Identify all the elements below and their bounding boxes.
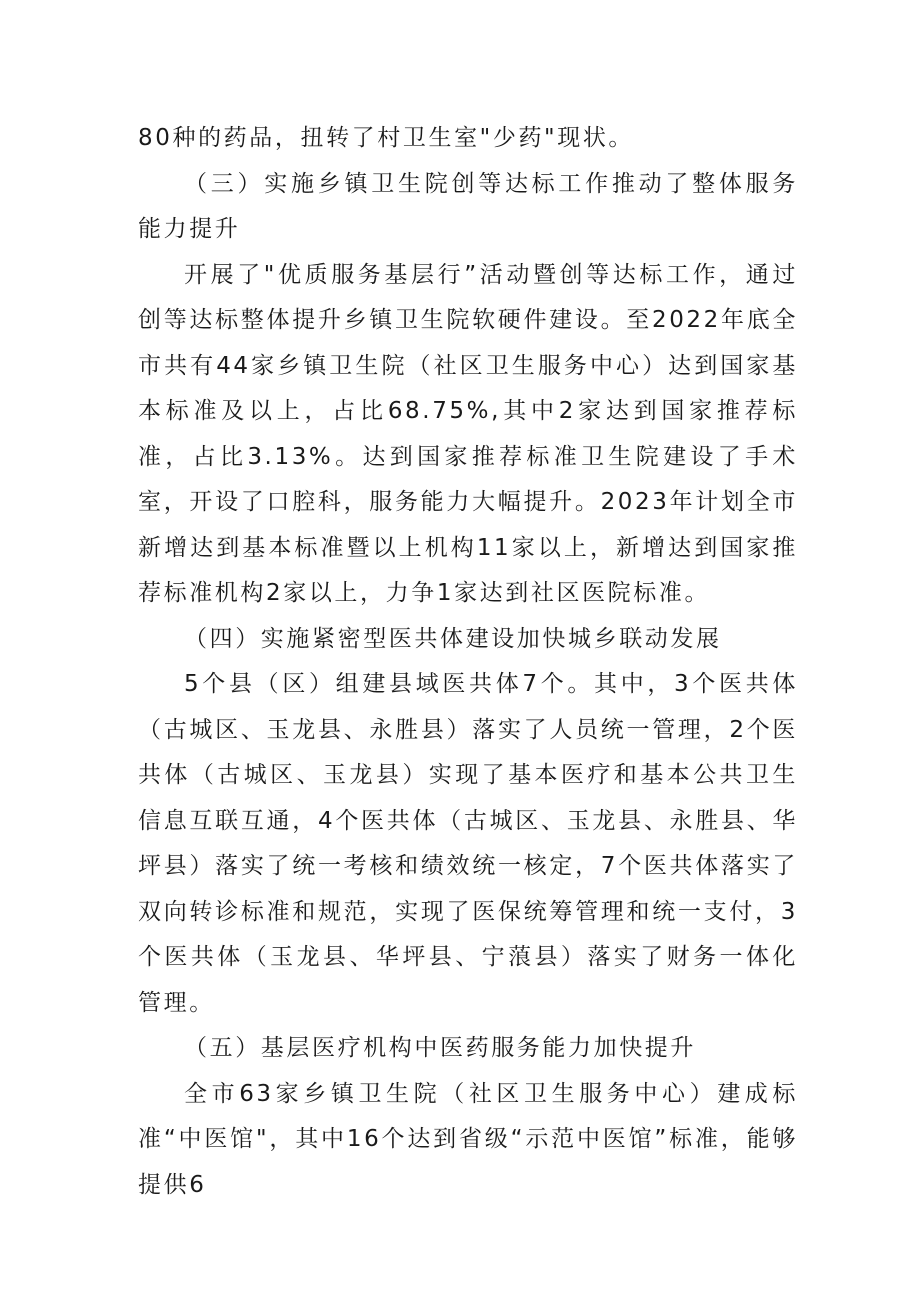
section-heading-4: （四）实施紧密型医共体建设加快城乡联动发展	[184, 625, 722, 652]
section-heading-3: （三）实施乡镇卫生院创等达标工作推动了整体服务能力提升	[138, 170, 798, 242]
section-heading-5: （五）基层医疗机构中医药服务能力加快提升	[184, 1035, 696, 1061]
paragraph-body-4: 5个县（区）组建县域医共体7个。其中，3个医共体（古城区、玉龙县、永胜县）落实了人员统一管理，2个医共体（古城区、玉龙县）实现了基本医疗和基本公共卫生信息互联互通，4个医共体（古城区、玉龙县、永胜县、华坪县）落实了统一考核和绩效统一核定，7个医共体落实了双向转诊标准和规范，实现了医保统筹管理和统一支付，3个医共体（玉龙县、华坪县、宁蒗县）落实了财务一体化管理。	[138, 671, 798, 1016]
paragraph-body-5: 全市63家乡镇卫生院（社区卫生服务中心）建成标准“中医馆"，其中16个达到省级“示范中医馆”标准，能够提供6	[138, 1080, 798, 1198]
paragraph-continuation: 80种的药品，扭转了村卫生室"少药"现状。	[138, 125, 635, 151]
paragraph-body-3: 开展了"优质服务基层行”活动暨创等达标工作，通过创等达标整体提升乡镇卫生院软硬件建设。至2022年底全市共有44家乡镇卫生院（社区卫生服务中心）达到国家基本标准及以上，占比68.75%,其中2家达到国家推荐标准，占比3.13%。达到国家推荐标准卫生院建设了手术室，开设了口腔科，服务能力大幅提升。2023年计划全市新增达到基本标准暨以上机构11家以上，新增达到国家推荐标准机构2家以上，力争1家达到社区医院标准。	[138, 261, 798, 606]
document-body	[138, 116, 798, 1208]
